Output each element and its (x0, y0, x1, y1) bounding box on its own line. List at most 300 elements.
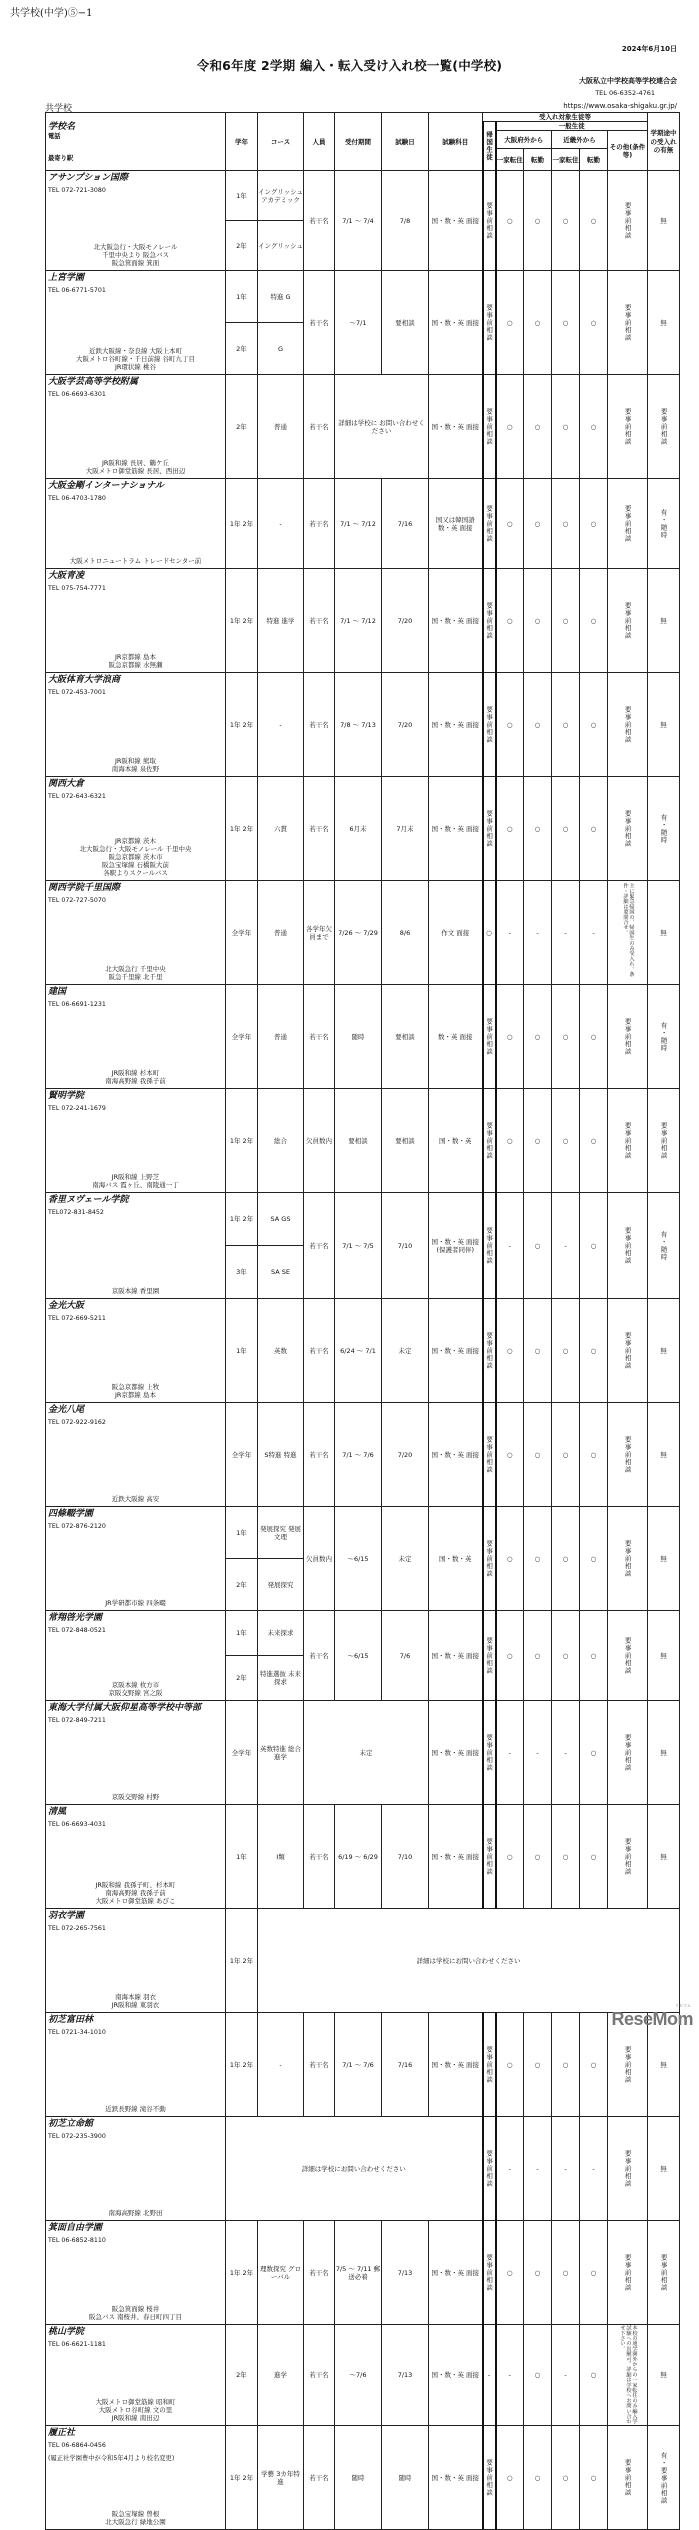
grade-cell: 全学年 (226, 1403, 258, 1507)
school-name: 大阪学芸高等学校附属 (48, 377, 139, 388)
school-cell (46, 375, 226, 479)
returnee-cell: 要事前相談 (483, 1089, 496, 1193)
station-line: 南海本線 泉佐野 (111, 765, 160, 774)
station-line: 阪急箕面線 箕面 (111, 259, 160, 268)
nearest-stations (46, 1495, 225, 1503)
station-line: 大阪メトロニュートラム トレードセンター前 (69, 557, 202, 566)
course-cell: - (258, 479, 304, 569)
period-cell: 6月末 (335, 777, 382, 881)
school-tel: TEL 072-876-2120 (48, 1522, 106, 1530)
school-cell (46, 2426, 226, 2530)
subjects-cell: 国・数・英 面接(保護者同伴) (429, 1193, 483, 1299)
other-conditions-cell: 要事前相談 (608, 673, 648, 777)
header-period: 受付期間 (335, 113, 382, 171)
subjects-cell: 国・数・英 面接 (429, 1701, 483, 1805)
station-line: 阪急宝塚線 曽根 (111, 2510, 160, 2518)
station-line: 阪急京都線 水無瀬 (108, 661, 163, 670)
midterm-cell: 無 (648, 271, 680, 375)
school-cell (46, 479, 226, 569)
midterm-cell: 有・随時 (648, 1193, 680, 1299)
station-line: JR阪和線 南田辺 (111, 2414, 160, 2423)
returnee-cell: 要事前相談 (483, 2117, 496, 2221)
exam-date-cell: 7/8 (382, 171, 429, 271)
period-exam-merged: 詳細は学校に お問い合わせください (335, 375, 429, 479)
school-name: 建国 (48, 987, 67, 998)
nearest-stations (46, 347, 225, 371)
course-cell: 特進選抜 未来探求 (258, 1656, 304, 1701)
period-cell: 7/26 ～ 7/29 (335, 881, 382, 985)
station-line: JR阪和線 長居、鶴ケ丘 (102, 459, 169, 467)
school-cell (46, 673, 226, 777)
period-cell: ～6/15 (335, 1507, 382, 1611)
kinki-transfer-cell: ○ (580, 1299, 608, 1403)
school-name: 上宮学園 (48, 273, 85, 284)
school-cell (46, 1089, 226, 1193)
school-cell (46, 985, 226, 1089)
course-cell: SA GS (258, 1193, 304, 1246)
station-line: JR阪和線 上野芝 (111, 1173, 160, 1181)
course-cell: 総合 (258, 1089, 304, 1193)
school-name: 羽衣学園 (48, 1911, 85, 1922)
school-tel: TEL 072-727-5070 (48, 896, 106, 904)
midterm-cell: 無 (648, 881, 680, 985)
other-conditions-cell: 要事前相談 (608, 2221, 648, 2325)
osaka-transfer-cell: ○ (524, 2325, 552, 2426)
period-cell: 要相談 (335, 1089, 382, 1193)
exam-date-cell: 7/16 (382, 2013, 429, 2117)
header-returnee: 帰国生徒 (483, 122, 496, 171)
school-name: 履正社 (48, 2428, 76, 2439)
grade-cell: 1年 (226, 171, 258, 221)
capacity-cell: 若干名 (304, 2013, 335, 2117)
school-tel: TEL072-831-8452 (48, 1208, 104, 1216)
subjects-cell: 国・数・英 面接 (429, 271, 483, 375)
school-name: 桃山学院 (48, 2327, 85, 2338)
school-tel: TEL 072-721-3080 (48, 186, 106, 194)
period-cell: 7/5 ～ 7/11 郵送必着 (335, 2221, 382, 2325)
grade-cell: 2年 (226, 2325, 258, 2426)
returnee-cell: 要事前相談 (483, 171, 496, 271)
header-school-name: 学校名 (48, 121, 76, 132)
header-midterm: 学期途中の受入れの有無 (648, 113, 680, 171)
subjects-cell: 国又は韓国語 数・英 面接 (429, 479, 483, 569)
other-conditions-cell: 要事前相談 (608, 1507, 648, 1611)
period-cell: 7/1 ～ 7/5 (335, 1193, 382, 1299)
school-name: 初芝富田林 (48, 2015, 94, 2026)
station-line: JR環状線 桃谷 (115, 363, 156, 372)
returnee-cell: 要事前相談 (483, 777, 496, 881)
osaka-transfer-cell: ○ (524, 777, 552, 881)
kinki-family-cell: - (552, 2325, 580, 2426)
kinki-transfer-cell: ○ (580, 2013, 608, 2117)
kinki-transfer-cell: ○ (580, 1403, 608, 1507)
school-name: 金光大阪 (48, 1301, 85, 1312)
grade-cell: 1年 (226, 1611, 258, 1656)
school-tel: TEL 072-235-3900 (48, 2132, 106, 2140)
other-conditions-cell: 要事前相談 (608, 1611, 648, 1701)
course-cell: 六貫 (258, 777, 304, 881)
kinki-family-cell: ○ (552, 2426, 580, 2530)
kinki-family-cell: ○ (552, 1403, 580, 1507)
returnee-cell: 要事前相談 (483, 1299, 496, 1403)
returnee-cell: 要事前相談 (483, 2426, 496, 2530)
kinki-transfer-cell: - (580, 2117, 608, 2221)
returnee-cell: 要事前相談 (483, 569, 496, 673)
school-tel: TEL 0721-34-1010 (48, 2028, 106, 2036)
header-osaka-family: 一家転住 (496, 149, 524, 171)
grade-cell: 1年 (226, 1805, 258, 1909)
station-line: 近鉄長野線 滝谷不動 (105, 2105, 166, 2114)
school-name: 大阪青凌 (48, 571, 85, 582)
station-line: 京阪本線 枚方市 (111, 1681, 160, 1689)
subjects-cell: 国・数・英 面接 (429, 1611, 483, 1701)
osaka-family-cell: - (496, 2325, 524, 2426)
grade-cell: 1年 2年 (226, 2221, 258, 2325)
exam-date-cell: 7/13 (382, 2325, 429, 2426)
course-cell: 英数特進 総合進学 (258, 1701, 304, 1805)
capacity-cell: 若干名 (304, 375, 335, 479)
grade-cell: 1年 2年 (226, 569, 258, 673)
kinki-transfer-cell: ○ (580, 1193, 608, 1299)
station-line: 南海高野線 我孫子前 (105, 1077, 166, 1086)
nearest-stations (46, 1599, 225, 1607)
nearest-stations (46, 2510, 225, 2526)
other-conditions-cell: 本校の通学圏外からの一家転住のみ編入学試験への出願可。詳細は学校へお問い合わせ下さい。 (608, 2325, 648, 2426)
nearest-stations (46, 1681, 225, 1697)
subjects-cell: 国・数・英 (429, 1507, 483, 1611)
returnee-cell: 要事前相談 (483, 479, 496, 569)
nearest-stations (46, 243, 225, 267)
header-station: 最寄り駅 (48, 154, 74, 162)
nearest-stations (46, 1793, 225, 1801)
course-cell: SA SE (258, 1246, 304, 1299)
header-kinki-transfer: 転勤 (580, 149, 608, 171)
course-cell: 学藝 3カ年特進 (258, 2426, 304, 2530)
other-conditions-cell: 要事前相談 (608, 375, 648, 479)
kinki-transfer-cell: ○ (580, 673, 608, 777)
capacity-cell: 若干名 (304, 2221, 335, 2325)
osaka-transfer-cell: ○ (524, 171, 552, 271)
osaka-family-cell: ○ (496, 479, 524, 569)
nearest-stations (46, 1287, 225, 1295)
school-cell (46, 1507, 226, 1611)
kinki-transfer-cell: ○ (580, 569, 608, 673)
school-tel: TEL 072-848-0521 (48, 1626, 106, 1634)
subjects-cell: 数・英 面接 (429, 985, 483, 1089)
admission-table (45, 112, 680, 2530)
station-line: JR阪和線 東羽衣 (111, 2001, 160, 2010)
school-name: 賢明学院 (48, 1091, 85, 1102)
table-row (46, 1909, 680, 2013)
returnee-cell: 要事前相談 (483, 1507, 496, 1611)
osaka-transfer-cell: ○ (524, 2426, 552, 2530)
returnee-cell: 要事前相談 (483, 1193, 496, 1299)
other-conditions-cell: 要事前相談 (608, 1193, 648, 1299)
nearest-stations (46, 2105, 225, 2113)
grade-cell: 1年 2年 (226, 673, 258, 777)
capacity-cell: 若干名 (304, 1611, 335, 1701)
station-line: 京阪本線 香里園 (111, 1287, 160, 1296)
capacity-cell: 若干名 (304, 1299, 335, 1403)
table-row (46, 375, 680, 479)
kinki-transfer-cell: ○ (580, 985, 608, 1089)
station-line: 千里中央より 阪急バス (101, 251, 170, 259)
midterm-cell: 無 (648, 1299, 680, 1403)
grade-cell: 1年 (226, 271, 258, 323)
kinki-family-cell: ○ (552, 479, 580, 569)
midterm-cell: 無 (648, 171, 680, 271)
table-row (46, 1701, 680, 1805)
table-row (46, 1193, 680, 1246)
header-exam-date: 試験日 (382, 113, 429, 171)
kinki-transfer-cell: ○ (580, 2426, 608, 2530)
table-row (46, 2221, 680, 2325)
kinki-family-cell: - (552, 2117, 580, 2221)
other-conditions-cell: 要事前相談 (608, 271, 648, 375)
school-tel: TEL 06-6864-0456 (48, 2441, 106, 2449)
station-line: 南海バス 霞ヶ丘、南陵通一丁 (92, 1181, 179, 1190)
other-conditions-cell: 要事前相談 (608, 1089, 648, 1193)
course-cell: 特進 G (258, 271, 304, 323)
nearest-stations (46, 2398, 225, 2422)
grade-cell: 2年 (226, 1559, 258, 1611)
capacity-cell: 若干名 (304, 1403, 335, 1507)
school-name: 関西大倉 (48, 779, 85, 790)
school-cell (46, 271, 226, 375)
kinki-family-cell: - (552, 1193, 580, 1299)
osaka-transfer-cell: ○ (524, 673, 552, 777)
school-tel: TEL 06-6852-8110 (48, 2236, 106, 2244)
grade-cell: 1年 (226, 1507, 258, 1559)
kinki-transfer-cell: ○ (580, 2221, 608, 2325)
school-cell (46, 1403, 226, 1507)
osaka-family-cell: ○ (496, 2426, 524, 2530)
table-row (46, 2325, 680, 2426)
other-conditions-cell: 要事前相談 (608, 1403, 648, 1507)
other-conditions-cell: 要事前相談 (608, 1805, 648, 1909)
grade-cell: 2年 (226, 1656, 258, 1701)
school-name: 金光八尾 (48, 1405, 85, 1416)
station-line: 阪急千里線 北千里 (108, 973, 163, 982)
exam-date-cell: 7/16 (382, 479, 429, 569)
exam-date-cell: 7/13 (382, 2221, 429, 2325)
returnee-cell: 要事前相談 (483, 1701, 496, 1805)
grade-cell: 2年 (226, 221, 258, 271)
capacity-cell: 若干名 (304, 2325, 335, 2426)
returnee-cell: 要事前相談 (483, 375, 496, 479)
kinki-transfer-cell: ○ (580, 1701, 608, 1805)
nearest-stations (46, 1993, 225, 2009)
kinki-transfer-cell: ○ (580, 1507, 608, 1611)
subjects-cell: 国・数・英 面接 (429, 777, 483, 881)
school-cell (46, 1611, 226, 1701)
station-line: JR阪和線 熊取 (115, 757, 156, 765)
school-tel: TEL 072-265-7561 (48, 1924, 106, 1932)
grade-cell: 1年 2年 (226, 2013, 258, 2117)
table-row (46, 1299, 680, 1403)
school-tel: TEL 072-669-5211 (48, 1314, 106, 1322)
osaka-transfer-cell: ○ (524, 479, 552, 569)
subjects-cell: 国・数・英 面接 (429, 171, 483, 271)
osaka-transfer-cell: ○ (524, 985, 552, 1089)
kinki-transfer-cell: ○ (580, 271, 608, 375)
header-general: 一般生徒 (496, 122, 648, 131)
header-subjects: 試験科目 (429, 113, 483, 171)
station-line: 各駅よりスクールバス (103, 869, 168, 878)
nearest-stations (46, 2209, 225, 2217)
capacity-cell: 若干名 (304, 985, 335, 1089)
school-name: 箕面自由学園 (48, 2223, 103, 2234)
course-cell: 発展探究 発展文理 (258, 1507, 304, 1559)
school-cell (46, 1805, 226, 1909)
school-tel: TEL 06-6693-4031 (48, 1820, 106, 1828)
school-name: アサンプション国際 (48, 173, 129, 184)
returnee-cell: 要事前相談 (483, 985, 496, 1089)
table-row (46, 881, 680, 985)
org-tel: TEL 06-6352-4761 (595, 89, 655, 97)
midterm-cell: 有・随時 (648, 985, 680, 1089)
table-row (46, 1403, 680, 1507)
exam-date-cell: 7/20 (382, 569, 429, 673)
station-line: JR京都線 島本 (115, 653, 156, 661)
exam-date-cell: 7/20 (382, 1403, 429, 1507)
midterm-cell: 無 (648, 1805, 680, 1909)
header-osaka-transfer: 転勤 (524, 149, 552, 171)
resemom-logo: リセマム ReseMom (611, 2003, 693, 2029)
station-line: 阪急箕面線 桜井 (111, 2305, 160, 2313)
subjects-cell: 国・数・英 面接 (429, 1403, 483, 1507)
other-conditions-cell: 要事前相談 (608, 171, 648, 271)
school-tel: TEL 072-849-7211 (48, 1716, 106, 1724)
osaka-family-cell: ○ (496, 171, 524, 271)
school-name: 香里ヌヴェール学院 (48, 1195, 129, 1206)
subjects-cell: 国・数・英 面接 (429, 2013, 483, 2117)
other-conditions-cell: 要事前相談 (608, 479, 648, 569)
other-conditions-cell: 要事前相談 (608, 1299, 648, 1403)
other-conditions-cell: 要事前相談 (608, 985, 648, 1089)
midterm-cell: 無 (648, 1507, 680, 1611)
capacity-cell: 欠員数内 (304, 1507, 335, 1611)
kinki-family-cell: ○ (552, 1805, 580, 1909)
course-cell: 普通 (258, 375, 304, 479)
school-name: 東海大学付属大阪仰星高等学校中等部 (48, 1703, 202, 1714)
midterm-cell: 有・随時 (648, 479, 680, 569)
school-cell (46, 2117, 226, 2221)
kinki-transfer-cell: ○ (580, 1805, 608, 1909)
kinki-family-cell: ○ (552, 375, 580, 479)
capacity-cell: 若干名 (304, 479, 335, 569)
subjects-cell: 国・数・英 面接 (429, 375, 483, 479)
school-cell (46, 777, 226, 881)
kinki-family-cell: - (552, 881, 580, 985)
station-line: 南海高野線 北野田 (108, 2209, 163, 2218)
other-conditions-cell: 要事前相談 (608, 1701, 648, 1805)
course-cell: - (258, 2013, 304, 2117)
period-cell: ～7/1 (335, 271, 382, 375)
capacity-cell: 若干名 (304, 569, 335, 673)
header-other: その他(条件等) (608, 131, 648, 171)
nearest-stations (46, 837, 225, 878)
subjects-cell: 国・数・英 面接 (429, 1299, 483, 1403)
course-cell: 理数探究 グローバル (258, 2221, 304, 2325)
school-cell (46, 2221, 226, 2325)
osaka-family-cell: ○ (496, 1403, 524, 1507)
station-line: 北大阪急行 千里中央 (105, 965, 166, 973)
school-cell (46, 569, 226, 673)
osaka-family-cell: ○ (496, 271, 524, 375)
osaka-family-cell: ○ (496, 1611, 524, 1701)
org-url[interactable]: https://www.osaka-shigaku.gr.jp/ (563, 102, 677, 110)
exam-date-cell: 8/6 (382, 881, 429, 985)
station-line: 大阪メトロ谷町線・千日前線 谷町九丁目 (75, 355, 196, 363)
subjects-cell: 国・数・英 面接 (429, 2325, 483, 2426)
nearest-stations (46, 459, 225, 475)
station-line: 阪急京都線 上牧 (111, 1383, 160, 1391)
table-row (46, 569, 680, 673)
osaka-family-cell: ○ (496, 375, 524, 479)
subjects-cell: 作文 面接 (429, 881, 483, 985)
other-conditions-cell: 主に緊急帰国の、帰国生のみ受入れ。条件・詳細は要問合せ。 (608, 881, 648, 985)
table-row (46, 2426, 680, 2530)
exam-date-cell: 7/20 (382, 673, 429, 777)
kinki-transfer-cell: ○ (580, 777, 608, 881)
capacity-cell: 若干名 (304, 2426, 335, 2530)
grade-cell: 1年 2年 (226, 1193, 258, 1246)
course-cell: イングリッシュ (258, 221, 304, 271)
station-line: 京阪交野線 宮之阪 (108, 1689, 163, 1698)
midterm-cell: 無 (648, 1403, 680, 1507)
kinki-transfer-cell: ○ (580, 171, 608, 271)
header-capacity: 人員 (304, 113, 335, 171)
midterm-cell: 要事前相談 (648, 375, 680, 479)
org-name: 大阪私立中学校高等学校連合会 (579, 77, 677, 85)
exam-date-cell: 7/10 (382, 1193, 429, 1299)
course-cell: 進学 (258, 2325, 304, 2426)
subjects-cell: 国・数・英 面接 (429, 673, 483, 777)
osaka-transfer-cell: ○ (524, 569, 552, 673)
osaka-family-cell: ○ (496, 1805, 524, 1909)
school-tel: TEL 072-453-7001 (48, 688, 106, 696)
returnee-cell: 要事前相談 (483, 2013, 496, 2117)
osaka-family-cell: - (496, 1193, 524, 1299)
osaka-transfer-cell: ○ (524, 1507, 552, 1611)
table-row (46, 271, 680, 323)
capacity-cell: 若干名 (304, 1805, 335, 1909)
capacity-cell: 欠員数内 (304, 1089, 335, 1193)
other-conditions-cell: 要事前相談 (608, 2117, 648, 2221)
course-cell: S特進 特進 (258, 1403, 304, 1507)
table-row (46, 1507, 680, 1559)
kinki-family-cell: ○ (552, 569, 580, 673)
station-line: JR京都線 島本 (115, 1391, 156, 1400)
osaka-family-cell: ○ (496, 673, 524, 777)
period-cell: 6/19 ～ 6/29 (335, 1805, 382, 1909)
osaka-transfer-cell: ○ (524, 2221, 552, 2325)
school-name: 初芝立命館 (48, 2119, 94, 2130)
osaka-transfer-cell: - (524, 2117, 552, 2221)
schedule-merged: 未定 (304, 1701, 429, 1805)
course-cell: 未来探求 (258, 1611, 304, 1656)
period-cell: 7/1 ～ 7/6 (335, 1403, 382, 1507)
nearest-stations (46, 1069, 225, 1085)
station-line: JR京都線 茨木 (115, 836, 156, 845)
course-cell: - (258, 673, 304, 777)
school-tel: TEL 06-4703-1780 (48, 494, 106, 502)
header-name-cell (46, 113, 226, 171)
school-cell (46, 1299, 226, 1403)
period-cell: 7/1 ～ 7/4 (335, 171, 382, 271)
issue-date: 2024年6月10日 (621, 45, 677, 53)
